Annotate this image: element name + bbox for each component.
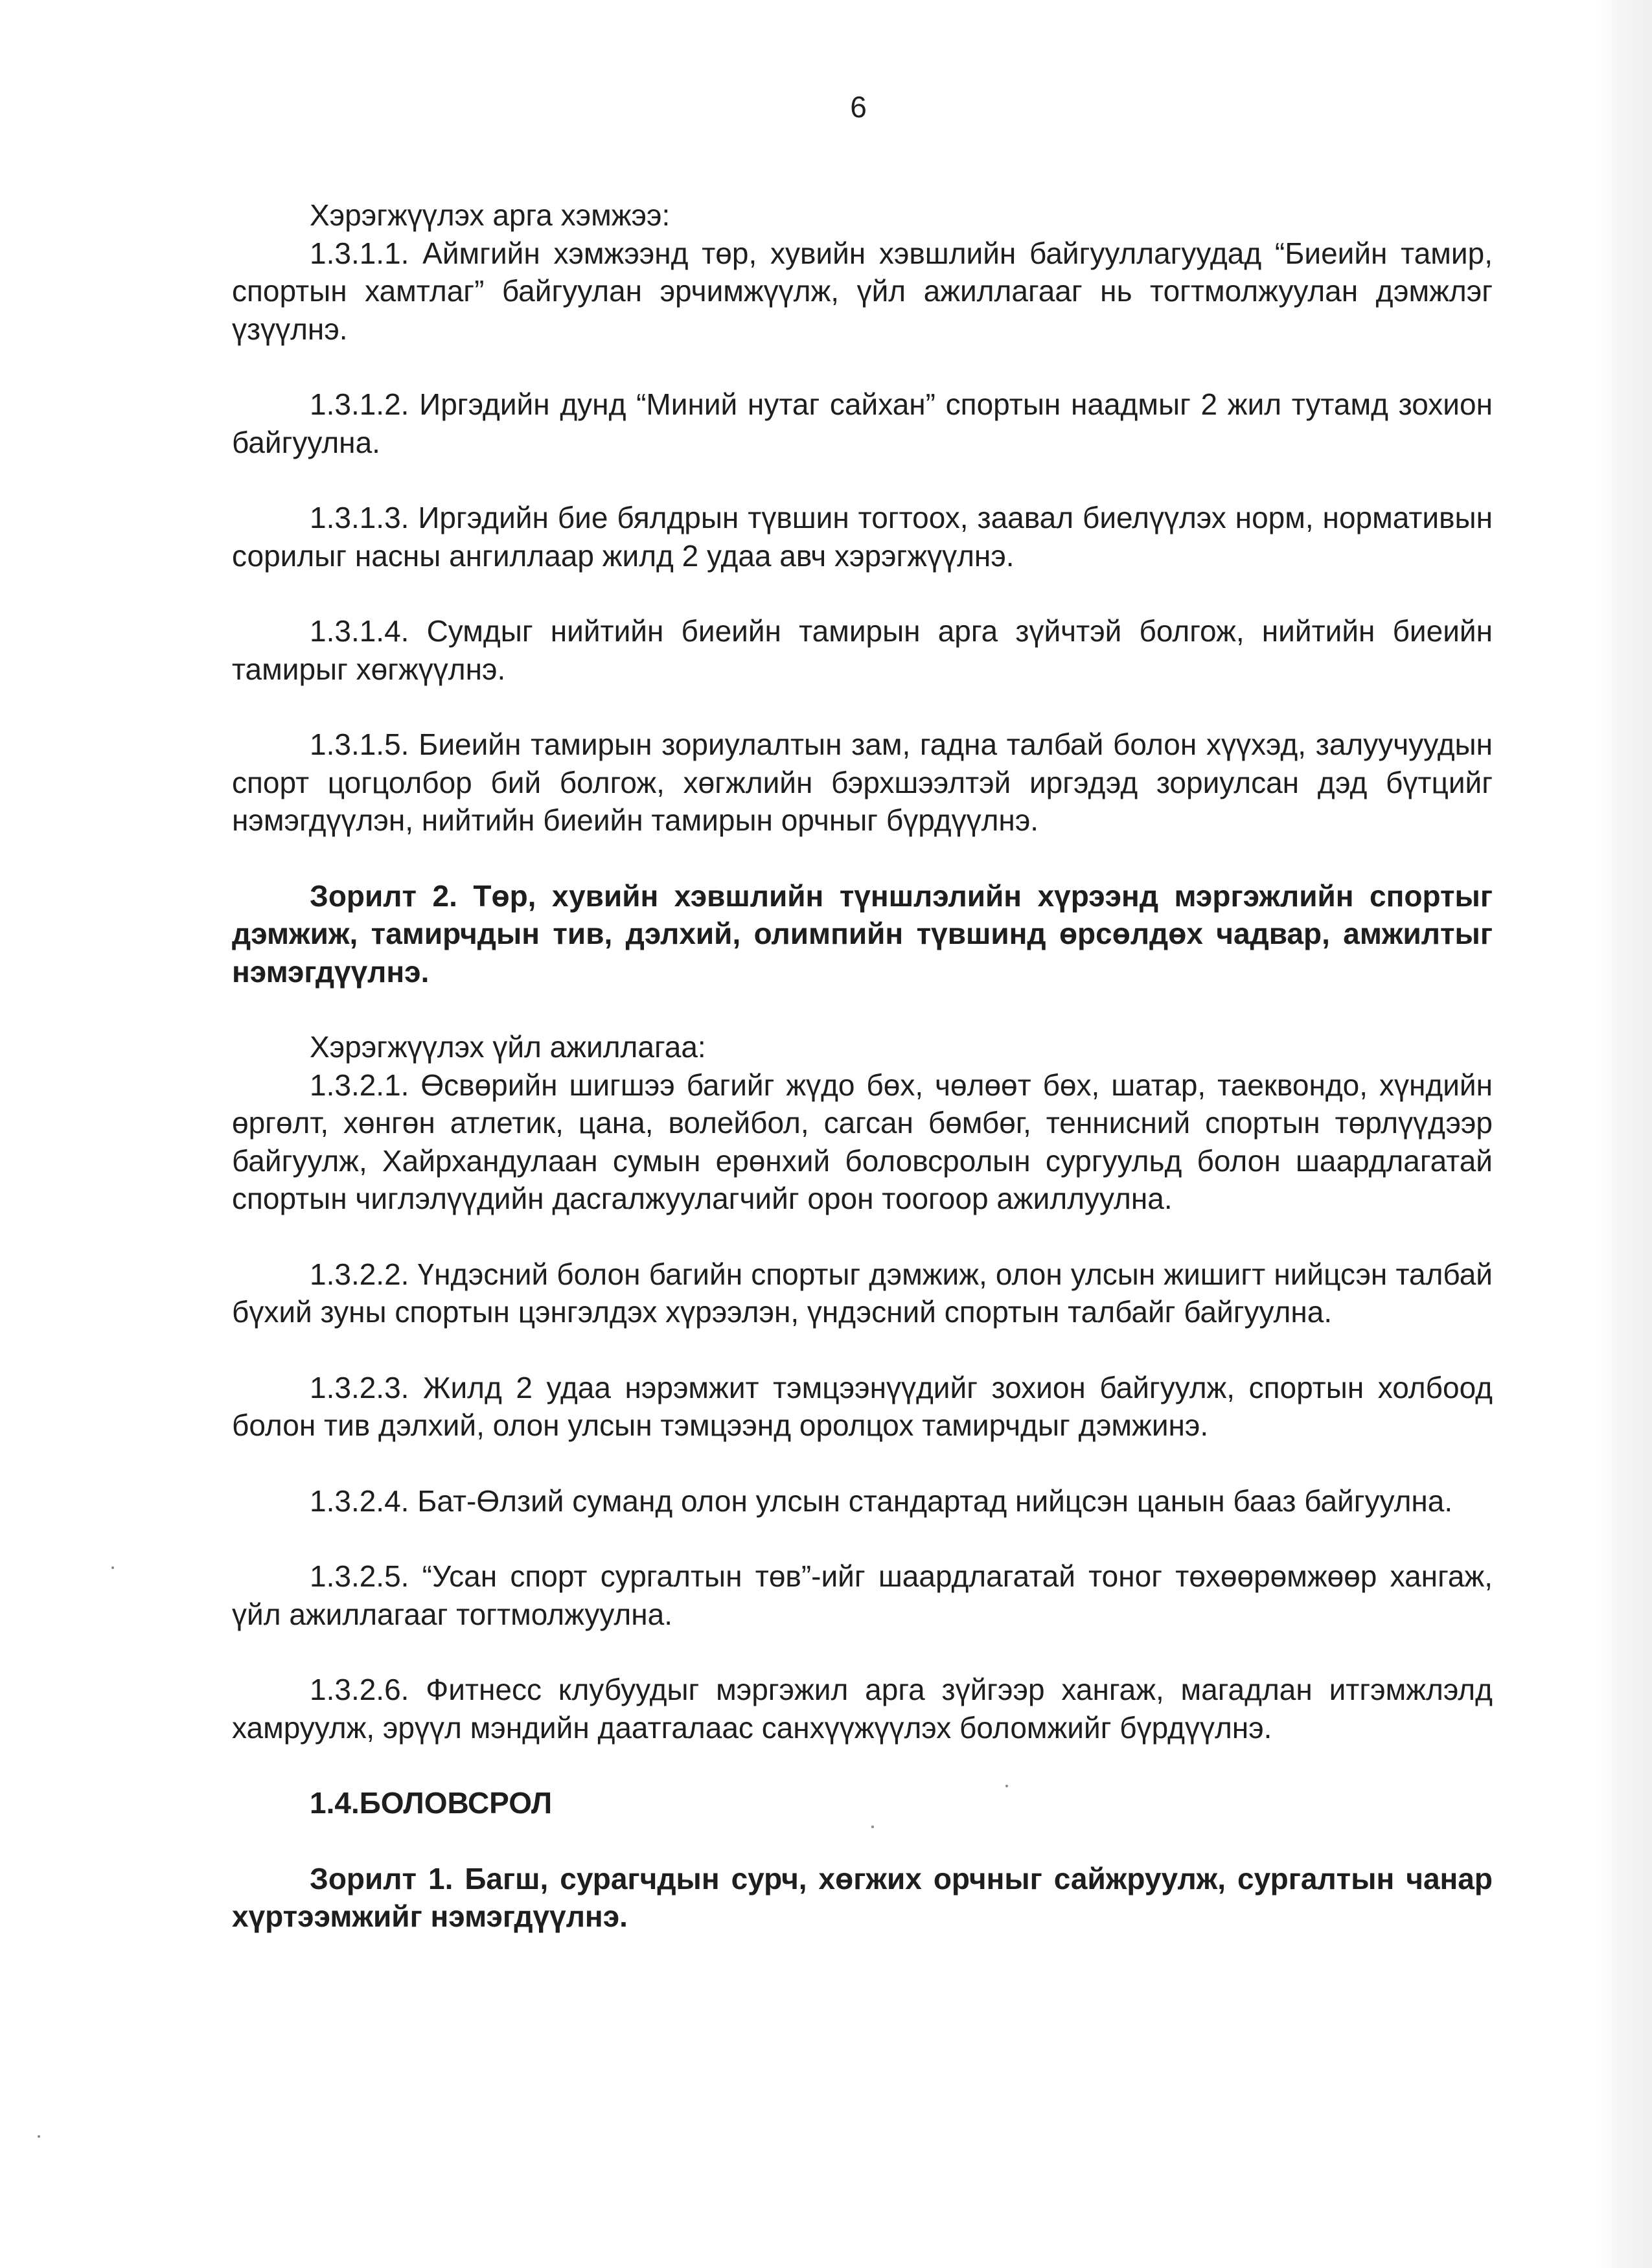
document-body: [232, 196, 1493, 1973]
list-item-1-3-1-1: 1.3.1.1. Аймгийн хэмжээнд төр, хувийн хэвшлийн байгууллагуудад “Биеийн тамир, спортын хамтлаг” байгуулан эрчимжүүлж, үйл ажиллагааг нь тогтмолжуулан дэмжлэг үзүүлнэ.: [232, 236, 1493, 346]
list-item-1-3-2-5: 1.3.2.5. “Усан спорт сургалтын төв”-ийг шаардлагатай тоног төхөөрөмжөөр хангаж, үйл ажиллагааг тогтмолжуулна.: [232, 1559, 1493, 1631]
list-item-1-3-1-3: 1.3.1.3. Иргэдийн бие бялдрын түвшин тогтоох, заавал биелүүлэх норм, нормативын сорилыг насны ангиллаар жилд 2 удаа авч хэрэгжүүлнэ.: [232, 501, 1493, 573]
section-1-4-heading: 1.4.БОЛОВСРОЛ: [310, 1786, 553, 1820]
goal-1-heading: Зорилт 1. Багш, сурагчдын сурч, хөгжих орчныг сайжруулж, сургалтын чанар хүртээмжийг нэмэгдүүлнэ.: [232, 1861, 1493, 1933]
list-item-1-3-1-2: 1.3.1.2. Иргэдийн дунд “Миний нутаг сайхан” спортын наадмыг 2 жил тутамд зохион байгуулна.: [232, 387, 1493, 459]
page-number: 6: [850, 90, 867, 124]
list-item-1-3-2-3: 1.3.2.3. Жилд 2 удаа нэрэмжит тэмцээнүүдийг зохион байгуулж, спортын холбоод болон тив дэлхий, олон улсын тэмцээнд оролцох тамирчдыг дэмжинэ.: [232, 1370, 1493, 1442]
list-item-1-3-1-4: 1.3.1.4. Сумдыг нийтийн биеийн тамирын арга зүйчтэй болгож, нийтийн биеийн тамирыг хөгжүүлнэ.: [232, 614, 1493, 686]
scan-edge-shadow: [1596, 0, 1652, 2268]
goal-2-heading: Зорилт 2. Төр, хувийн хэвшлийн түншлэлийн хүрээнд мэргэжлийн спортыг дэмжиж, тамирчдын тив, дэлхий, олимпийн түвшинд өрсөлдөх чадвар, амжилтыг нэмэгдүүлнэ.: [232, 878, 1493, 989]
implementation-measures-heading: Хэрэгжүүлэх арга хэмжээ:: [310, 198, 671, 232]
scan-speck: [111, 1566, 114, 1569]
list-item-1-3-2-4: 1.3.2.4. Бат-Өлзий суманд олон улсын стандартад нийцсэн цанын бааз байгуулна.: [310, 1483, 1453, 1518]
scan-speck: [1005, 1785, 1008, 1787]
list-item-1-3-2-6: 1.3.2.6. Фитнесс клубуудыг мэргэжил арга зүйгээр хангаж, магадлан итгэмжлэлд хамруулж, эрүүл мэндийн даатгалаас санхүүжүүлэх боломжийг бүрдүүлнэ.: [232, 1673, 1493, 1745]
list-item-1-3-1-5: 1.3.1.5. Биеийн тамирын зориулалтын зам, гадна талбай болон хүүхэд, залуучуудын спорт цогцолбор бий болгож, хөгжлийн бэрхшээлтэй иргэдэд зориулсан дэд бүтцийг нэмэгдүүлэн, нийтийн биеийн тамирын орчныг бүрдүүлнэ.: [232, 727, 1493, 837]
scan-speck: [871, 1826, 874, 1828]
list-item-1-3-2-2: 1.3.2.2. Үндэсний болон багийн спортыг дэмжиж, олон улсын жишигт нийцсэн талбай бүхий зуны спортын цэнгэлдэх хүрээлэн, үндэсний спортын талбайг байгуулна.: [232, 1257, 1493, 1329]
implementation-activities-heading: Хэрэгжүүлэх үйл ажиллагаа:: [310, 1030, 706, 1064]
scan-speck: [38, 2135, 40, 2138]
list-item-1-3-2-1: 1.3.2.1. Өсвөрийн шигшээ багийг жүдо бөх, чөлөөт бөх, шатар, таеквондо, хүндийн өргөлт, хөнгөн атлетик, цана, волейбол, сагсан бөмбөг, теннисний спортын төрлүүдээр байгуулж, Хайрхандулаан сумын ерөнхий боловсролын сургуульд болон шаардлагатай спортын чиглэлүүдийн дасгалжуулагчийг орон тоогоор ажиллуулна.: [232, 1068, 1493, 1215]
